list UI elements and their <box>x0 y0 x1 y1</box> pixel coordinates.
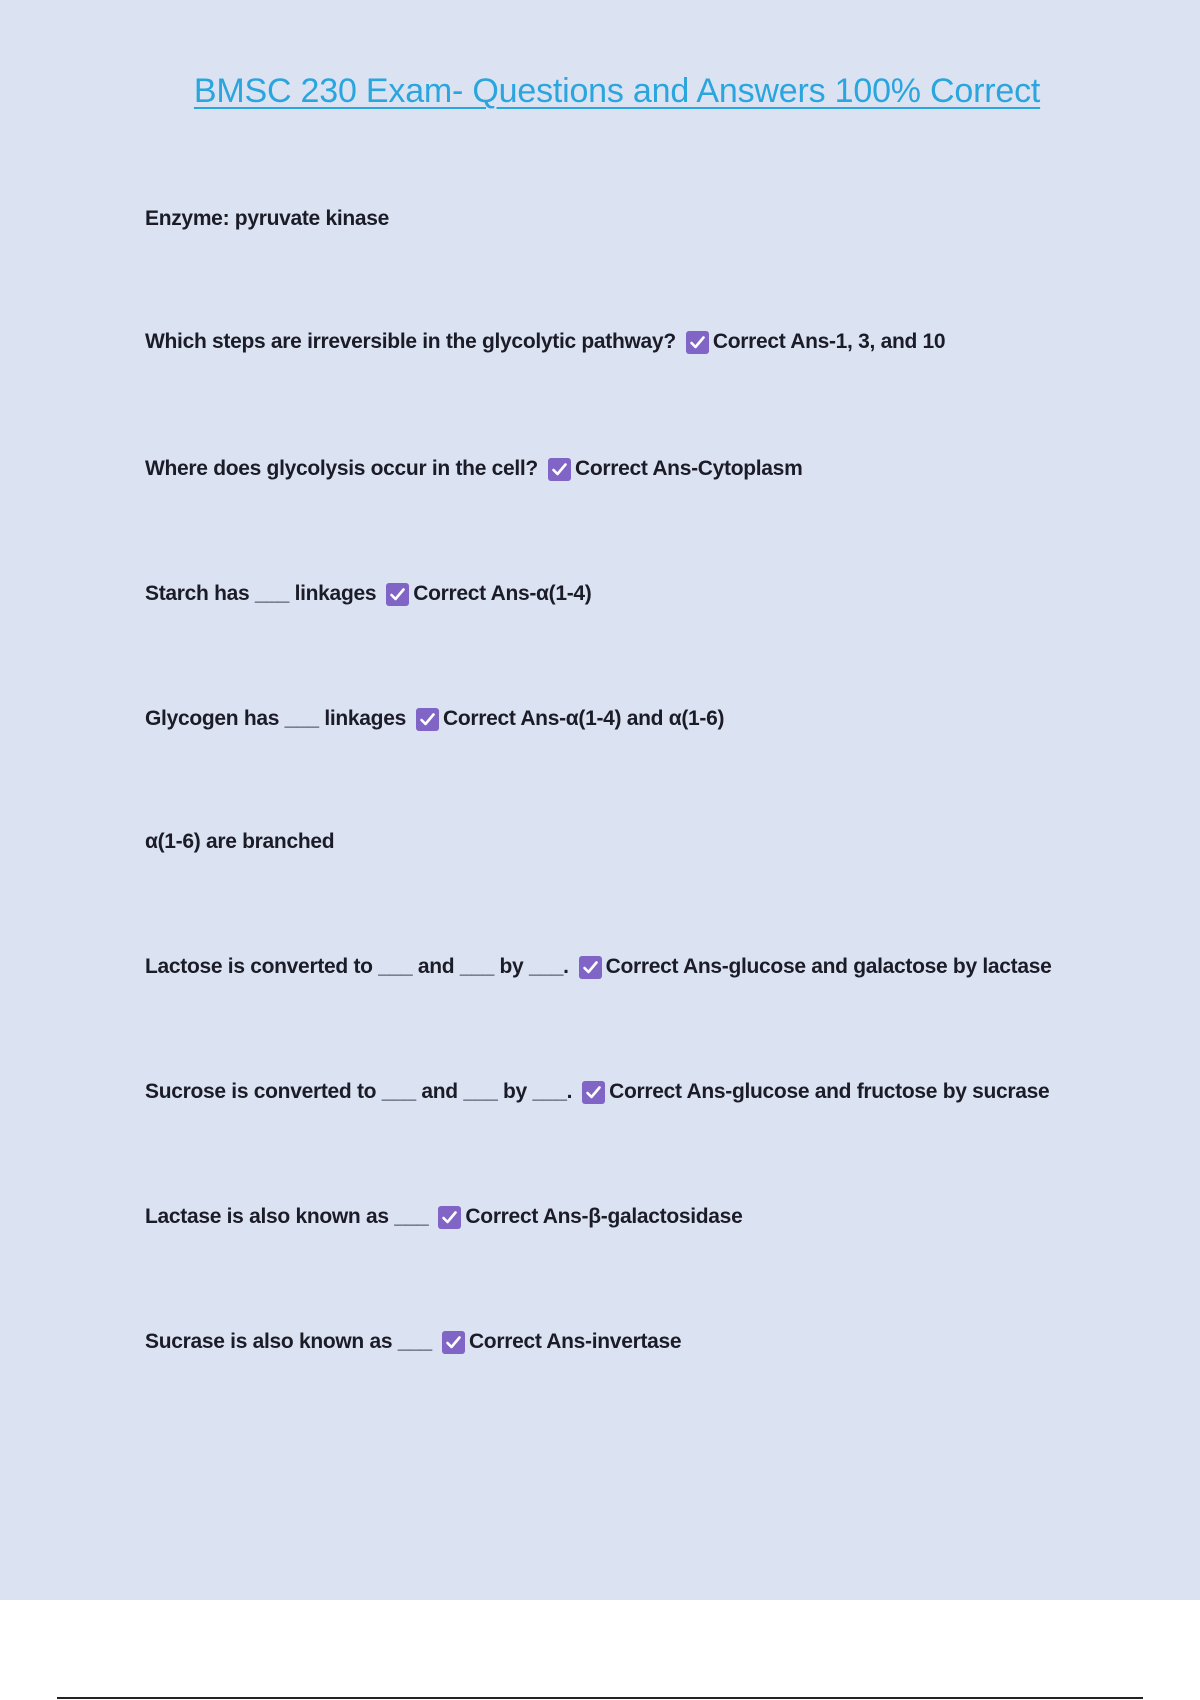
qa-line-sucrose-conversion <box>145 1080 1049 1104</box>
answer-text: Correct Ans-β-galactosidase <box>465 1205 743 1228</box>
checkbox-checked-icon <box>442 1331 465 1354</box>
answer-text: Correct Ans-1, 3, and 10 <box>712 330 946 353</box>
checkbox-checked-icon <box>582 1081 605 1104</box>
question-text: Lactose is converted to ___ and ___ by ___. <box>145 955 569 978</box>
question-text: Sucrase is also known as ___ <box>145 1330 432 1353</box>
answer-text: Correct Ans-glucose and galactose by lactase <box>605 955 1052 978</box>
statement-text: Enzyme: pyruvate kinase <box>145 207 390 230</box>
qa-line-lactose-conversion <box>145 955 1052 979</box>
answer-text: Correct Ans-Cytoplasm <box>574 457 803 480</box>
question-text: Where does glycolysis occur in the cell? <box>145 457 538 480</box>
qa-line-irreversible-steps <box>145 330 945 354</box>
statement-text: α(1-6) are branched <box>145 830 335 853</box>
qa-line-sucrase-alias <box>145 1330 681 1354</box>
question-text: Glycogen has ___ linkages <box>145 707 406 730</box>
checkbox-checked-icon <box>579 956 602 979</box>
question-text: Lactase is also known as ___ <box>145 1205 429 1228</box>
checkbox-checked-icon <box>548 458 571 481</box>
question-text: Which steps are irreversible in the glycolytic pathway? <box>145 330 676 353</box>
answer-text: Correct Ans-invertase <box>468 1330 682 1353</box>
footer-divider <box>57 1697 1143 1699</box>
document-title: BMSC 230 Exam- Questions and Answers 100% Correct <box>193 72 1041 110</box>
qa-line-enzyme <box>145 207 389 231</box>
answer-text: Correct Ans-α(1-4) and α(1-6) <box>442 707 725 730</box>
qa-line-glycolysis-location <box>145 457 802 481</box>
answer-text: Correct Ans-glucose and fructose by sucrase <box>609 1080 1050 1103</box>
checkbox-checked-icon <box>386 583 409 606</box>
qa-line-lactase-alias <box>145 1205 742 1229</box>
checkbox-checked-icon <box>438 1206 461 1229</box>
qa-line-glycogen-linkages <box>145 707 724 731</box>
checkbox-checked-icon <box>686 331 709 354</box>
checkbox-checked-icon <box>416 708 439 731</box>
qa-line-branched <box>145 830 334 854</box>
answer-text: Correct Ans-α(1-4) <box>413 582 592 605</box>
qa-line-starch-linkages <box>145 582 592 606</box>
question-text: Sucrose is converted to ___ and ___ by ___. <box>145 1080 573 1103</box>
question-text: Starch has ___ linkages <box>145 582 377 605</box>
